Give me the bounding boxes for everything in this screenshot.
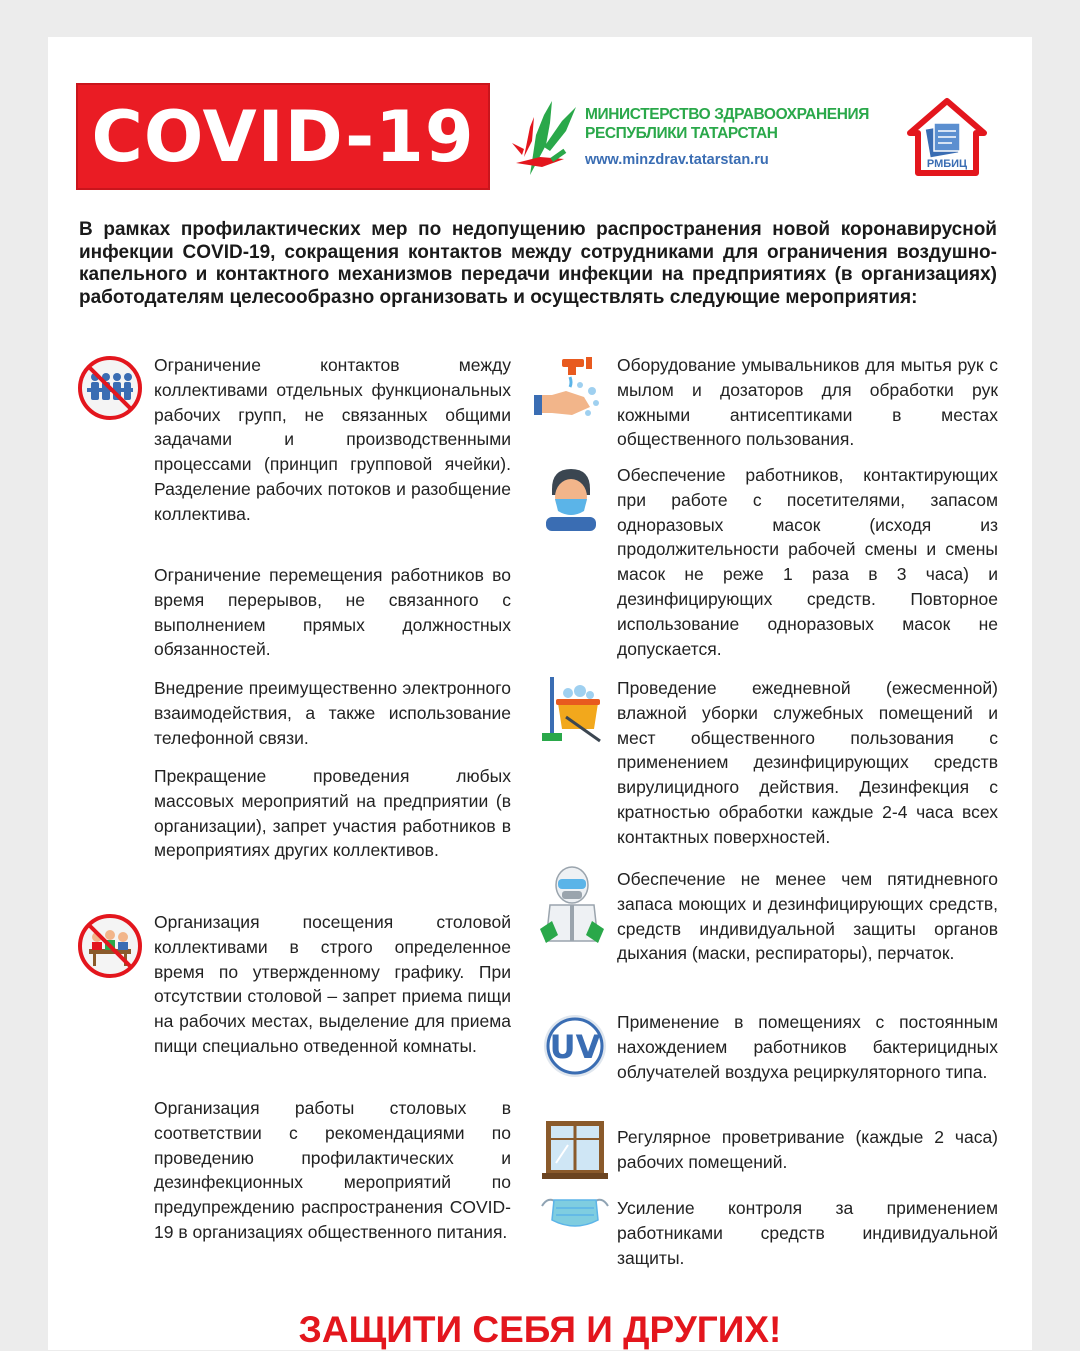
left-item-5: Организация посещения столовой коллективами в строго определенное время по утвержденному графику. При отсутствии столовой – запрет приема пищи на рабочих местах, выделение для приема пищи специально отведенной комнаты. (154, 912, 511, 1056)
left-item-2: Ограничение перемещения работников во время перерывов, не связанного с выполнением прямых должностных обязанностей. (154, 565, 511, 660)
ministry-url[interactable]: www.minzdrav.tatarstan.ru (585, 152, 769, 168)
intro-paragraph: В рамках профилактических мер по недопущению распространения новой коронавирусной инфекции COVID-19, сокращения контактов между сотрудниками для ограничения воздушно-капельного и контактного механизмов передачи инфекции на предприятиях (в организациях) работодателям целесообразно организовать и осуществлять следующие мероприятия: (79, 219, 997, 308)
right-item-1: Оборудование умывальников для мытья рук с мылом и дозаторов для обработки рук кожными антисептиками в местах общественного пользования. (617, 355, 998, 450)
ministry-logo-icon (510, 97, 580, 177)
rmbic-logo-icon (906, 97, 988, 179)
face-mask-icon (540, 1192, 610, 1232)
right-item-5: Применение в помещениях с постоянным нахождением работников бактерицидных облучателей воздуха рециркуляторного типа. (617, 1012, 998, 1082)
no-canteen-icon (77, 913, 143, 979)
left-item-6: Организация работы столовых в соответствии с рекомендациями по проведению профилактических и дезинфекционных мероприятий по предупреждению распространения COVID-19 в организациях общественного питания. (154, 1098, 511, 1242)
rmbic-label: РМБИЦ (926, 158, 968, 170)
right-item-6: Регулярное проветривание (каждые 2 часа) рабочих помещений. (617, 1127, 998, 1172)
left-item-4: Прекращение проведения любых массовых мероприятий на предприятии (в организации), запрет участия работников в мероприятиях других коллективов. (154, 766, 511, 861)
ministry-name-line2: РЕСПУБЛИКИ ТАТАРСТАН (585, 125, 778, 142)
right-item-4: Обеспечение не менее чем пятидневного запаса моющих и дезинфицирующих средств, средств индивидуальной защиты органов дыхания (маски, респираторы), перчаток. (617, 869, 998, 964)
right-item-3: Проведение ежедневной (ежесменной) влажной уборки служебных помещений и мест общественного пользования с применением дезинфицирующих средств вирулицидного действия. Дезинфекция с кратностью обработки каждые 2-4 часа всех контактных поверхностей. (617, 678, 998, 847)
poster-sheet (48, 37, 1032, 1350)
masked-worker-icon (538, 465, 604, 531)
hand-washing-icon (532, 355, 604, 427)
left-item-3: Внедрение преимущественно электронного взаимодействия, а также использование телефонной связи. (154, 678, 511, 748)
right-item-7: Усиление контроля за применением работниками средств индивидуальной защиты. (617, 1198, 998, 1268)
left-item-1: Ограничение контактов между коллективами отдельных функциональных рабочих групп, не связанных общими задачами и производственными процессами (принцип групповой ячейки). Разделение рабочих потоков и разобщение коллектива. (154, 355, 511, 524)
uv-label: UV (549, 1028, 601, 1066)
cleaning-bucket-icon (538, 673, 604, 745)
uv-lamp-icon (542, 1013, 608, 1079)
covid-banner (76, 83, 490, 190)
footer-slogan: ЗАЩИТИ СЕБЯ И ДРУГИХ! (298, 1309, 782, 1350)
right-item-2: Обеспечение работников, контактирующих при работе с посетителями, запасом одноразовых масок (исходя из продолжительности рабочей смены и смены масок не реже 1 раза в 3 часа) и дезинфицирующих средств. Повторное использование одноразовых масок не допускается. (617, 465, 998, 659)
banner-title: COVID-19 (91, 95, 475, 178)
protective-suit-icon (536, 865, 608, 949)
ministry-text (585, 105, 895, 168)
no-crowd-icon (77, 355, 143, 421)
ministry-name-line1: МИНИСТЕРСТВО ЗДРАВООХРАНЕНИЯ (585, 106, 869, 123)
window-icon (542, 1119, 608, 1181)
